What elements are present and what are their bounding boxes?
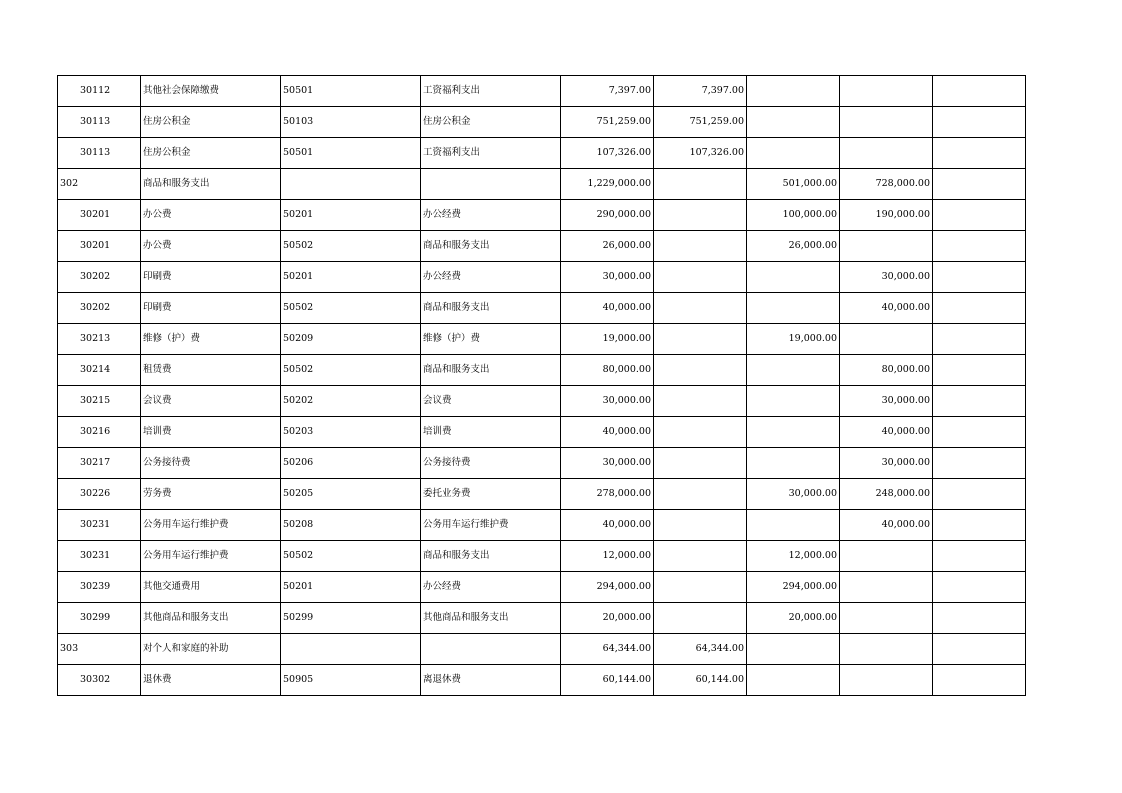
- cell-econ-name: 维修（护）费: [421, 324, 561, 355]
- cell-func-name: 会议费: [141, 386, 281, 417]
- cell-other: [933, 665, 1026, 696]
- cell-project-expenditure-b: [840, 541, 933, 572]
- cell-basic-expenditure: [654, 262, 747, 293]
- cell-econ-name: [421, 634, 561, 665]
- table-row: [58, 417, 1026, 448]
- cell-basic-expenditure: [654, 417, 747, 448]
- cell-func-code: 30213: [58, 324, 141, 355]
- cell-func-code: 30215: [58, 386, 141, 417]
- cell-project-expenditure-a: [747, 448, 840, 479]
- cell-econ-code: 50502: [281, 355, 421, 386]
- cell-project-expenditure-a: [747, 76, 840, 107]
- cell-func-code: 30217: [58, 448, 141, 479]
- cell-func-name: 印刷费: [141, 293, 281, 324]
- cell-econ-name: 其他商品和服务支出: [421, 603, 561, 634]
- cell-other: [933, 200, 1026, 231]
- cell-project-expenditure-b: 190,000.00: [840, 200, 933, 231]
- cell-project-expenditure-b: [840, 76, 933, 107]
- cell-func-name: 住房公积金: [141, 138, 281, 169]
- cell-econ-name: 办公经费: [421, 572, 561, 603]
- cell-project-expenditure-b: 40,000.00: [840, 510, 933, 541]
- cell-project-expenditure-b: [840, 634, 933, 665]
- cell-project-expenditure-b: [840, 572, 933, 603]
- cell-econ-name: [421, 169, 561, 200]
- cell-func-code: 30112: [58, 76, 141, 107]
- cell-econ-code: 50103: [281, 107, 421, 138]
- cell-project-expenditure-a: 12,000.00: [747, 541, 840, 572]
- cell-other: [933, 541, 1026, 572]
- cell-econ-code: 50299: [281, 603, 421, 634]
- cell-econ-code: [281, 169, 421, 200]
- table-row: [58, 231, 1026, 262]
- cell-econ-name: 办公经费: [421, 200, 561, 231]
- cell-basic-expenditure: [654, 386, 747, 417]
- cell-total: 1,229,000.00: [561, 169, 654, 200]
- cell-project-expenditure-a: [747, 634, 840, 665]
- cell-project-expenditure-a: 294,000.00: [747, 572, 840, 603]
- cell-func-code: 30201: [58, 231, 141, 262]
- cell-project-expenditure-a: [747, 293, 840, 324]
- cell-func-name: 办公费: [141, 200, 281, 231]
- table-row: [58, 510, 1026, 541]
- cell-other: [933, 386, 1026, 417]
- table-row: [58, 634, 1026, 665]
- cell-func-code: 30299: [58, 603, 141, 634]
- cell-econ-code: 50206: [281, 448, 421, 479]
- cell-func-code: 30239: [58, 572, 141, 603]
- table-body: [58, 76, 1026, 696]
- cell-project-expenditure-a: [747, 665, 840, 696]
- cell-econ-code: 50202: [281, 386, 421, 417]
- cell-basic-expenditure: [654, 510, 747, 541]
- cell-econ-name: 商品和服务支出: [421, 293, 561, 324]
- cell-basic-expenditure: 7,397.00: [654, 76, 747, 107]
- cell-project-expenditure-b: 728,000.00: [840, 169, 933, 200]
- table-row: [58, 138, 1026, 169]
- cell-other: [933, 634, 1026, 665]
- cell-func-name: 公务用车运行维护费: [141, 510, 281, 541]
- cell-func-name: 公务接待费: [141, 448, 281, 479]
- table-row: [58, 448, 1026, 479]
- cell-total: 30,000.00: [561, 448, 654, 479]
- cell-func-name: 住房公积金: [141, 107, 281, 138]
- cell-econ-code: [281, 634, 421, 665]
- cell-other: [933, 417, 1026, 448]
- cell-other: [933, 293, 1026, 324]
- cell-func-name: 其他社会保障缴费: [141, 76, 281, 107]
- cell-econ-name: 工资福利支出: [421, 76, 561, 107]
- cell-project-expenditure-b: 80,000.00: [840, 355, 933, 386]
- cell-func-name: 退休费: [141, 665, 281, 696]
- cell-total: 30,000.00: [561, 386, 654, 417]
- cell-project-expenditure-b: [840, 138, 933, 169]
- cell-func-name: 其他交通费用: [141, 572, 281, 603]
- cell-project-expenditure-b: 30,000.00: [840, 448, 933, 479]
- cell-func-name: 维修（护）费: [141, 324, 281, 355]
- cell-func-name: 对个人和家庭的补助: [141, 634, 281, 665]
- cell-project-expenditure-a: 501,000.00: [747, 169, 840, 200]
- cell-basic-expenditure: [654, 355, 747, 386]
- cell-project-expenditure-b: [840, 324, 933, 355]
- cell-basic-expenditure: [654, 324, 747, 355]
- cell-total: 20,000.00: [561, 603, 654, 634]
- cell-total: 40,000.00: [561, 293, 654, 324]
- cell-econ-name: 会议费: [421, 386, 561, 417]
- cell-total: 751,259.00: [561, 107, 654, 138]
- cell-total: 64,344.00: [561, 634, 654, 665]
- table-row: [58, 386, 1026, 417]
- cell-func-name: 劳务费: [141, 479, 281, 510]
- cell-econ-name: 公务用车运行维护费: [421, 510, 561, 541]
- table-row: [58, 479, 1026, 510]
- cell-project-expenditure-b: 40,000.00: [840, 417, 933, 448]
- cell-econ-code: 50905: [281, 665, 421, 696]
- cell-total: 60,144.00: [561, 665, 654, 696]
- cell-project-expenditure-b: [840, 231, 933, 262]
- table-row: [58, 355, 1026, 386]
- cell-econ-code: 50501: [281, 138, 421, 169]
- cell-func-code: 30231: [58, 541, 141, 572]
- cell-project-expenditure-a: [747, 386, 840, 417]
- cell-econ-name: 办公经费: [421, 262, 561, 293]
- cell-project-expenditure-a: 26,000.00: [747, 231, 840, 262]
- cell-other: [933, 479, 1026, 510]
- cell-func-name: 印刷费: [141, 262, 281, 293]
- table-row: [58, 200, 1026, 231]
- cell-total: 294,000.00: [561, 572, 654, 603]
- cell-func-code: 30113: [58, 107, 141, 138]
- cell-total: 80,000.00: [561, 355, 654, 386]
- cell-other: [933, 355, 1026, 386]
- cell-func-code: 30226: [58, 479, 141, 510]
- cell-project-expenditure-b: 248,000.00: [840, 479, 933, 510]
- cell-total: 7,397.00: [561, 76, 654, 107]
- cell-basic-expenditure: [654, 541, 747, 572]
- cell-func-code: 30113: [58, 138, 141, 169]
- table-row: [58, 603, 1026, 634]
- cell-func-code: 302: [58, 169, 141, 200]
- cell-func-code: 30202: [58, 293, 141, 324]
- table-row: [58, 107, 1026, 138]
- cell-basic-expenditure: [654, 293, 747, 324]
- table-row: [58, 169, 1026, 200]
- cell-basic-expenditure: [654, 572, 747, 603]
- cell-func-name: 办公费: [141, 231, 281, 262]
- cell-econ-name: 公务接待费: [421, 448, 561, 479]
- cell-total: 40,000.00: [561, 510, 654, 541]
- cell-project-expenditure-b: 30,000.00: [840, 386, 933, 417]
- cell-basic-expenditure: 60,144.00: [654, 665, 747, 696]
- cell-project-expenditure-a: 19,000.00: [747, 324, 840, 355]
- cell-total: 40,000.00: [561, 417, 654, 448]
- cell-other: [933, 138, 1026, 169]
- cell-total: 19,000.00: [561, 324, 654, 355]
- cell-other: [933, 603, 1026, 634]
- cell-econ-code: 50209: [281, 324, 421, 355]
- cell-project-expenditure-b: [840, 665, 933, 696]
- cell-other: [933, 107, 1026, 138]
- cell-project-expenditure-b: [840, 107, 933, 138]
- cell-project-expenditure-a: [747, 107, 840, 138]
- cell-econ-code: 50201: [281, 572, 421, 603]
- cell-project-expenditure-a: 30,000.00: [747, 479, 840, 510]
- cell-project-expenditure-a: [747, 417, 840, 448]
- cell-func-name: 公务用车运行维护费: [141, 541, 281, 572]
- cell-func-code: 30202: [58, 262, 141, 293]
- table-row: [58, 324, 1026, 355]
- cell-other: [933, 572, 1026, 603]
- cell-econ-name: 商品和服务支出: [421, 541, 561, 572]
- cell-other: [933, 324, 1026, 355]
- table-row: [58, 76, 1026, 107]
- table-row: [58, 293, 1026, 324]
- cell-func-code: 30201: [58, 200, 141, 231]
- cell-basic-expenditure: [654, 603, 747, 634]
- cell-econ-code: 50201: [281, 200, 421, 231]
- cell-econ-name: 住房公积金: [421, 107, 561, 138]
- cell-project-expenditure-b: [840, 603, 933, 634]
- cell-econ-name: 培训费: [421, 417, 561, 448]
- cell-econ-code: 50502: [281, 541, 421, 572]
- cell-basic-expenditure: 751,259.00: [654, 107, 747, 138]
- cell-func-code: 303: [58, 634, 141, 665]
- expenditure-table: [57, 75, 1026, 696]
- cell-project-expenditure-b: 40,000.00: [840, 293, 933, 324]
- cell-econ-name: 委托业务费: [421, 479, 561, 510]
- cell-econ-code: 50208: [281, 510, 421, 541]
- cell-basic-expenditure: [654, 448, 747, 479]
- cell-func-code: 30302: [58, 665, 141, 696]
- cell-basic-expenditure: 64,344.00: [654, 634, 747, 665]
- cell-econ-name: 商品和服务支出: [421, 355, 561, 386]
- cell-project-expenditure-a: [747, 262, 840, 293]
- cell-basic-expenditure: [654, 231, 747, 262]
- cell-total: 30,000.00: [561, 262, 654, 293]
- cell-basic-expenditure: [654, 479, 747, 510]
- cell-total: 278,000.00: [561, 479, 654, 510]
- cell-other: [933, 231, 1026, 262]
- cell-func-code: 30214: [58, 355, 141, 386]
- cell-econ-code: 50501: [281, 76, 421, 107]
- table-row: [58, 541, 1026, 572]
- cell-func-code: 30216: [58, 417, 141, 448]
- cell-other: [933, 510, 1026, 541]
- cell-project-expenditure-a: [747, 510, 840, 541]
- cell-project-expenditure-a: 20,000.00: [747, 603, 840, 634]
- cell-basic-expenditure: [654, 200, 747, 231]
- cell-project-expenditure-a: 100,000.00: [747, 200, 840, 231]
- cell-func-name: 其他商品和服务支出: [141, 603, 281, 634]
- cell-econ-code: 50201: [281, 262, 421, 293]
- cell-econ-code: 50502: [281, 293, 421, 324]
- cell-project-expenditure-a: [747, 355, 840, 386]
- cell-other: [933, 448, 1026, 479]
- cell-total: 107,326.00: [561, 138, 654, 169]
- cell-project-expenditure-a: [747, 138, 840, 169]
- cell-basic-expenditure: 107,326.00: [654, 138, 747, 169]
- table-row: [58, 262, 1026, 293]
- table-row: [58, 572, 1026, 603]
- cell-func-name: 商品和服务支出: [141, 169, 281, 200]
- cell-other: [933, 262, 1026, 293]
- cell-func-name: 租赁费: [141, 355, 281, 386]
- table-row: [58, 665, 1026, 696]
- cell-econ-code: 50203: [281, 417, 421, 448]
- cell-total: 26,000.00: [561, 231, 654, 262]
- cell-econ-name: 商品和服务支出: [421, 231, 561, 262]
- cell-project-expenditure-b: 30,000.00: [840, 262, 933, 293]
- cell-total: 12,000.00: [561, 541, 654, 572]
- cell-func-name: 培训费: [141, 417, 281, 448]
- cell-other: [933, 169, 1026, 200]
- cell-basic-expenditure: [654, 169, 747, 200]
- cell-econ-code: 50205: [281, 479, 421, 510]
- cell-econ-name: 工资福利支出: [421, 138, 561, 169]
- cell-other: [933, 76, 1026, 107]
- cell-econ-code: 50502: [281, 231, 421, 262]
- cell-func-code: 30231: [58, 510, 141, 541]
- cell-total: 290,000.00: [561, 200, 654, 231]
- cell-econ-name: 离退休费: [421, 665, 561, 696]
